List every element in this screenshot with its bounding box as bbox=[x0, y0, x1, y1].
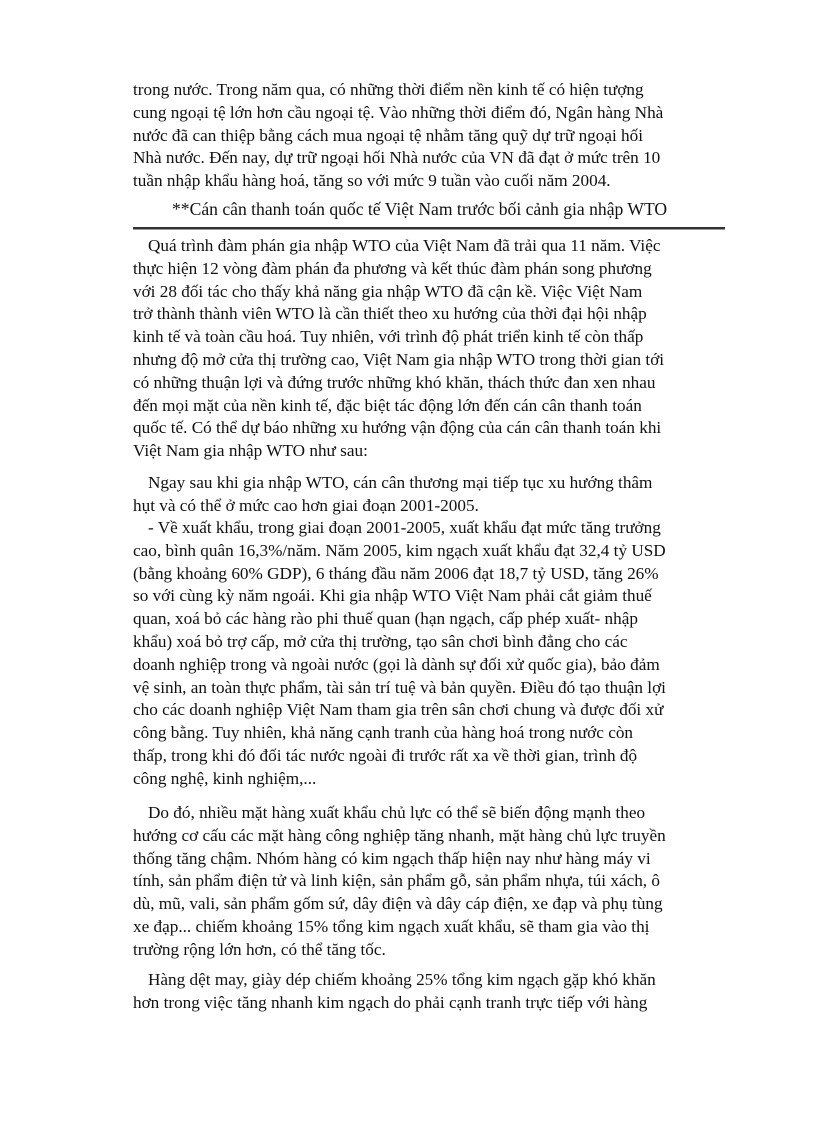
text-line: thống tăng chậm. Nhóm hàng có kim ngạch thấp hiện nay như hàng máy vi bbox=[133, 848, 651, 868]
paragraph-textiles bbox=[133, 969, 725, 1015]
text-line: cho các doanh nghiệp Việt Nam tham gia trên sân chơi chung và được đối xử bbox=[133, 700, 664, 720]
text-line: so với cùng kỳ năm ngoái. Khi gia nhập WTO Việt Nam phải cắt giảm thuế bbox=[133, 586, 652, 606]
text-line: - Về xuất khẩu, trong giai đoạn 2001-2005, xuất khẩu đạt mức tăng trưởng bbox=[148, 518, 661, 537]
text-line: cao, bình quân 16,3%/năm. Năm 2005, kim ngạch xuất khẩu đạt 32,4 tỷ USD bbox=[133, 540, 666, 560]
text-line: Quá trình đàm phán gia nhập WTO của Việt Nam đã trải qua 11 năm. Việc bbox=[148, 236, 661, 255]
text-line: (bằng khoảng 60% GDP), 6 tháng đầu năm 2006 đạt 18,7 tỷ USD, tăng 26% bbox=[133, 563, 659, 583]
text-line: vệ sinh, an toàn thực phẩm, tài sản trí tuệ và bản quyền. Điều đó tạo thuận lợi bbox=[133, 677, 666, 697]
text-line: Do đó, nhiều mặt hàng xuất khẩu chủ lực có thể sẽ biến động mạnh theo bbox=[148, 803, 646, 822]
text-line: trở thành thành viên WTO là cần thiết theo xu hướng của thời đại hội nhập bbox=[133, 304, 647, 324]
text-line: cung ngoại tệ lớn hơn cầu ngoại tệ. Vào những thời điểm đó, Ngân hàng Nhà bbox=[133, 102, 664, 122]
text-line: Hàng dệt may, giày dép chiếm khoảng 25% tổng kim ngạch gặp khó khăn bbox=[148, 970, 656, 989]
text-line: thấp, trong khi đó đối tác nước ngoài đi trước rất xa về thời gian, trình độ bbox=[133, 745, 638, 765]
text-line: công nghệ, kinh nghiệm,... bbox=[133, 768, 317, 788]
heading-divider bbox=[133, 227, 725, 230]
text-line: kinh tế và toàn cầu hoá. Tuy nhiên, với trình độ phát triển kinh tế còn thấp bbox=[133, 327, 644, 347]
text-line: trong nước. Trong năm qua, có những thời điểm nền kinh tế có hiện tượng bbox=[133, 80, 644, 99]
paragraph-export-goods bbox=[133, 802, 725, 962]
text-line: đến mọi mặt của nền kinh tế, đặc biệt tác động lớn đến cán cân thanh toán bbox=[133, 395, 642, 415]
text-line: với 28 đối tác cho thấy khả năng gia nhập WTO đã cận kề. Việc Việt Nam bbox=[133, 281, 643, 301]
text-line: quan, xoá bỏ các hàng rào phi thuế quan (hạn ngạch, cấp phép xuất- nhập bbox=[133, 609, 638, 629]
paragraph-trade-balance bbox=[133, 472, 725, 518]
paragraph-wto-negotiation bbox=[133, 235, 725, 463]
text-line: hướng cơ cấu các mặt hàng công nghiệp tăng nhanh, mặt hàng chủ lực truyền bbox=[133, 825, 666, 845]
text-line: tuần nhập khẩu hàng hoá, tăng so với mức 9 tuần vào cuối năm 2004. bbox=[133, 171, 611, 191]
text-line: tính, sản phẩm điện tử và linh kiện, sản phẩm gỗ, sản phẩm nhựa, túi xách, ô bbox=[133, 871, 660, 891]
text-line: hụt và có thể ở mức cao hơn giai đoạn 2001-2005. bbox=[133, 495, 479, 515]
text-line: dù, mũ, vali, sản phẩm gốm sứ, dây điện và dây cáp điện, xe đạp và phụ tùng bbox=[133, 894, 663, 914]
text-line: Ngay sau khi gia nhập WTO, cán cân thương mại tiếp tục xu hướng thâm bbox=[148, 473, 653, 492]
text-line: thực hiện 12 vòng đàm phán đa phương và kết thúc đàm phán song phương bbox=[133, 258, 652, 278]
text-line: nhưng độ mở cửa thị trường cao, Việt Nam gia nhập WTO trong thời gian tới bbox=[133, 349, 665, 369]
paragraph-exports bbox=[133, 517, 725, 791]
text-line: có những thuận lợi và đứng trước những khó khăn, thách thức đan xen nhau bbox=[133, 372, 656, 392]
text-line: doanh nghiệp trong và ngoài nước (gọi là dành sự đối xử quốc gia), bảo đảm bbox=[133, 654, 660, 674]
text-line: công bằng. Tuy nhiên, khả năng cạnh tranh của hàng hoá trong nước còn bbox=[133, 723, 634, 743]
paragraph-reserves bbox=[133, 79, 725, 193]
section-heading: **Cán cân thanh toán quốc tế Việt Nam trước bối cảnh gia nhập WTO bbox=[172, 199, 668, 219]
text-line: khẩu) xoá bỏ trợ cấp, mở cửa thị trường, tạo sân chơi bình đẳng cho các bbox=[133, 631, 628, 651]
text-line: trường rộng lớn hơn, có thể tăng tốc. bbox=[133, 939, 386, 959]
text-line: quốc tế. Có thể dự báo những xu hướng vận động của cán cân thanh toán khi bbox=[133, 418, 662, 438]
text-line: xe đạp... chiếm khoảng 15% tổng kim ngạch xuất khẩu, sẽ tham gia vào thị bbox=[133, 916, 650, 936]
text-line: nước đã can thiệp bằng cách mua ngoại tệ nhằm tăng quỹ dự trữ ngoại hối bbox=[133, 125, 644, 145]
text-line: hơn trong việc tăng nhanh kim ngạch do phải cạnh tranh trực tiếp với hàng bbox=[133, 992, 648, 1012]
text-line: Nhà nước. Đến nay, dự trữ ngoại hối Nhà nước của VN đã đạt ở mức trên 10 bbox=[133, 148, 661, 168]
text-line: Việt Nam gia nhập WTO như sau: bbox=[133, 441, 368, 461]
